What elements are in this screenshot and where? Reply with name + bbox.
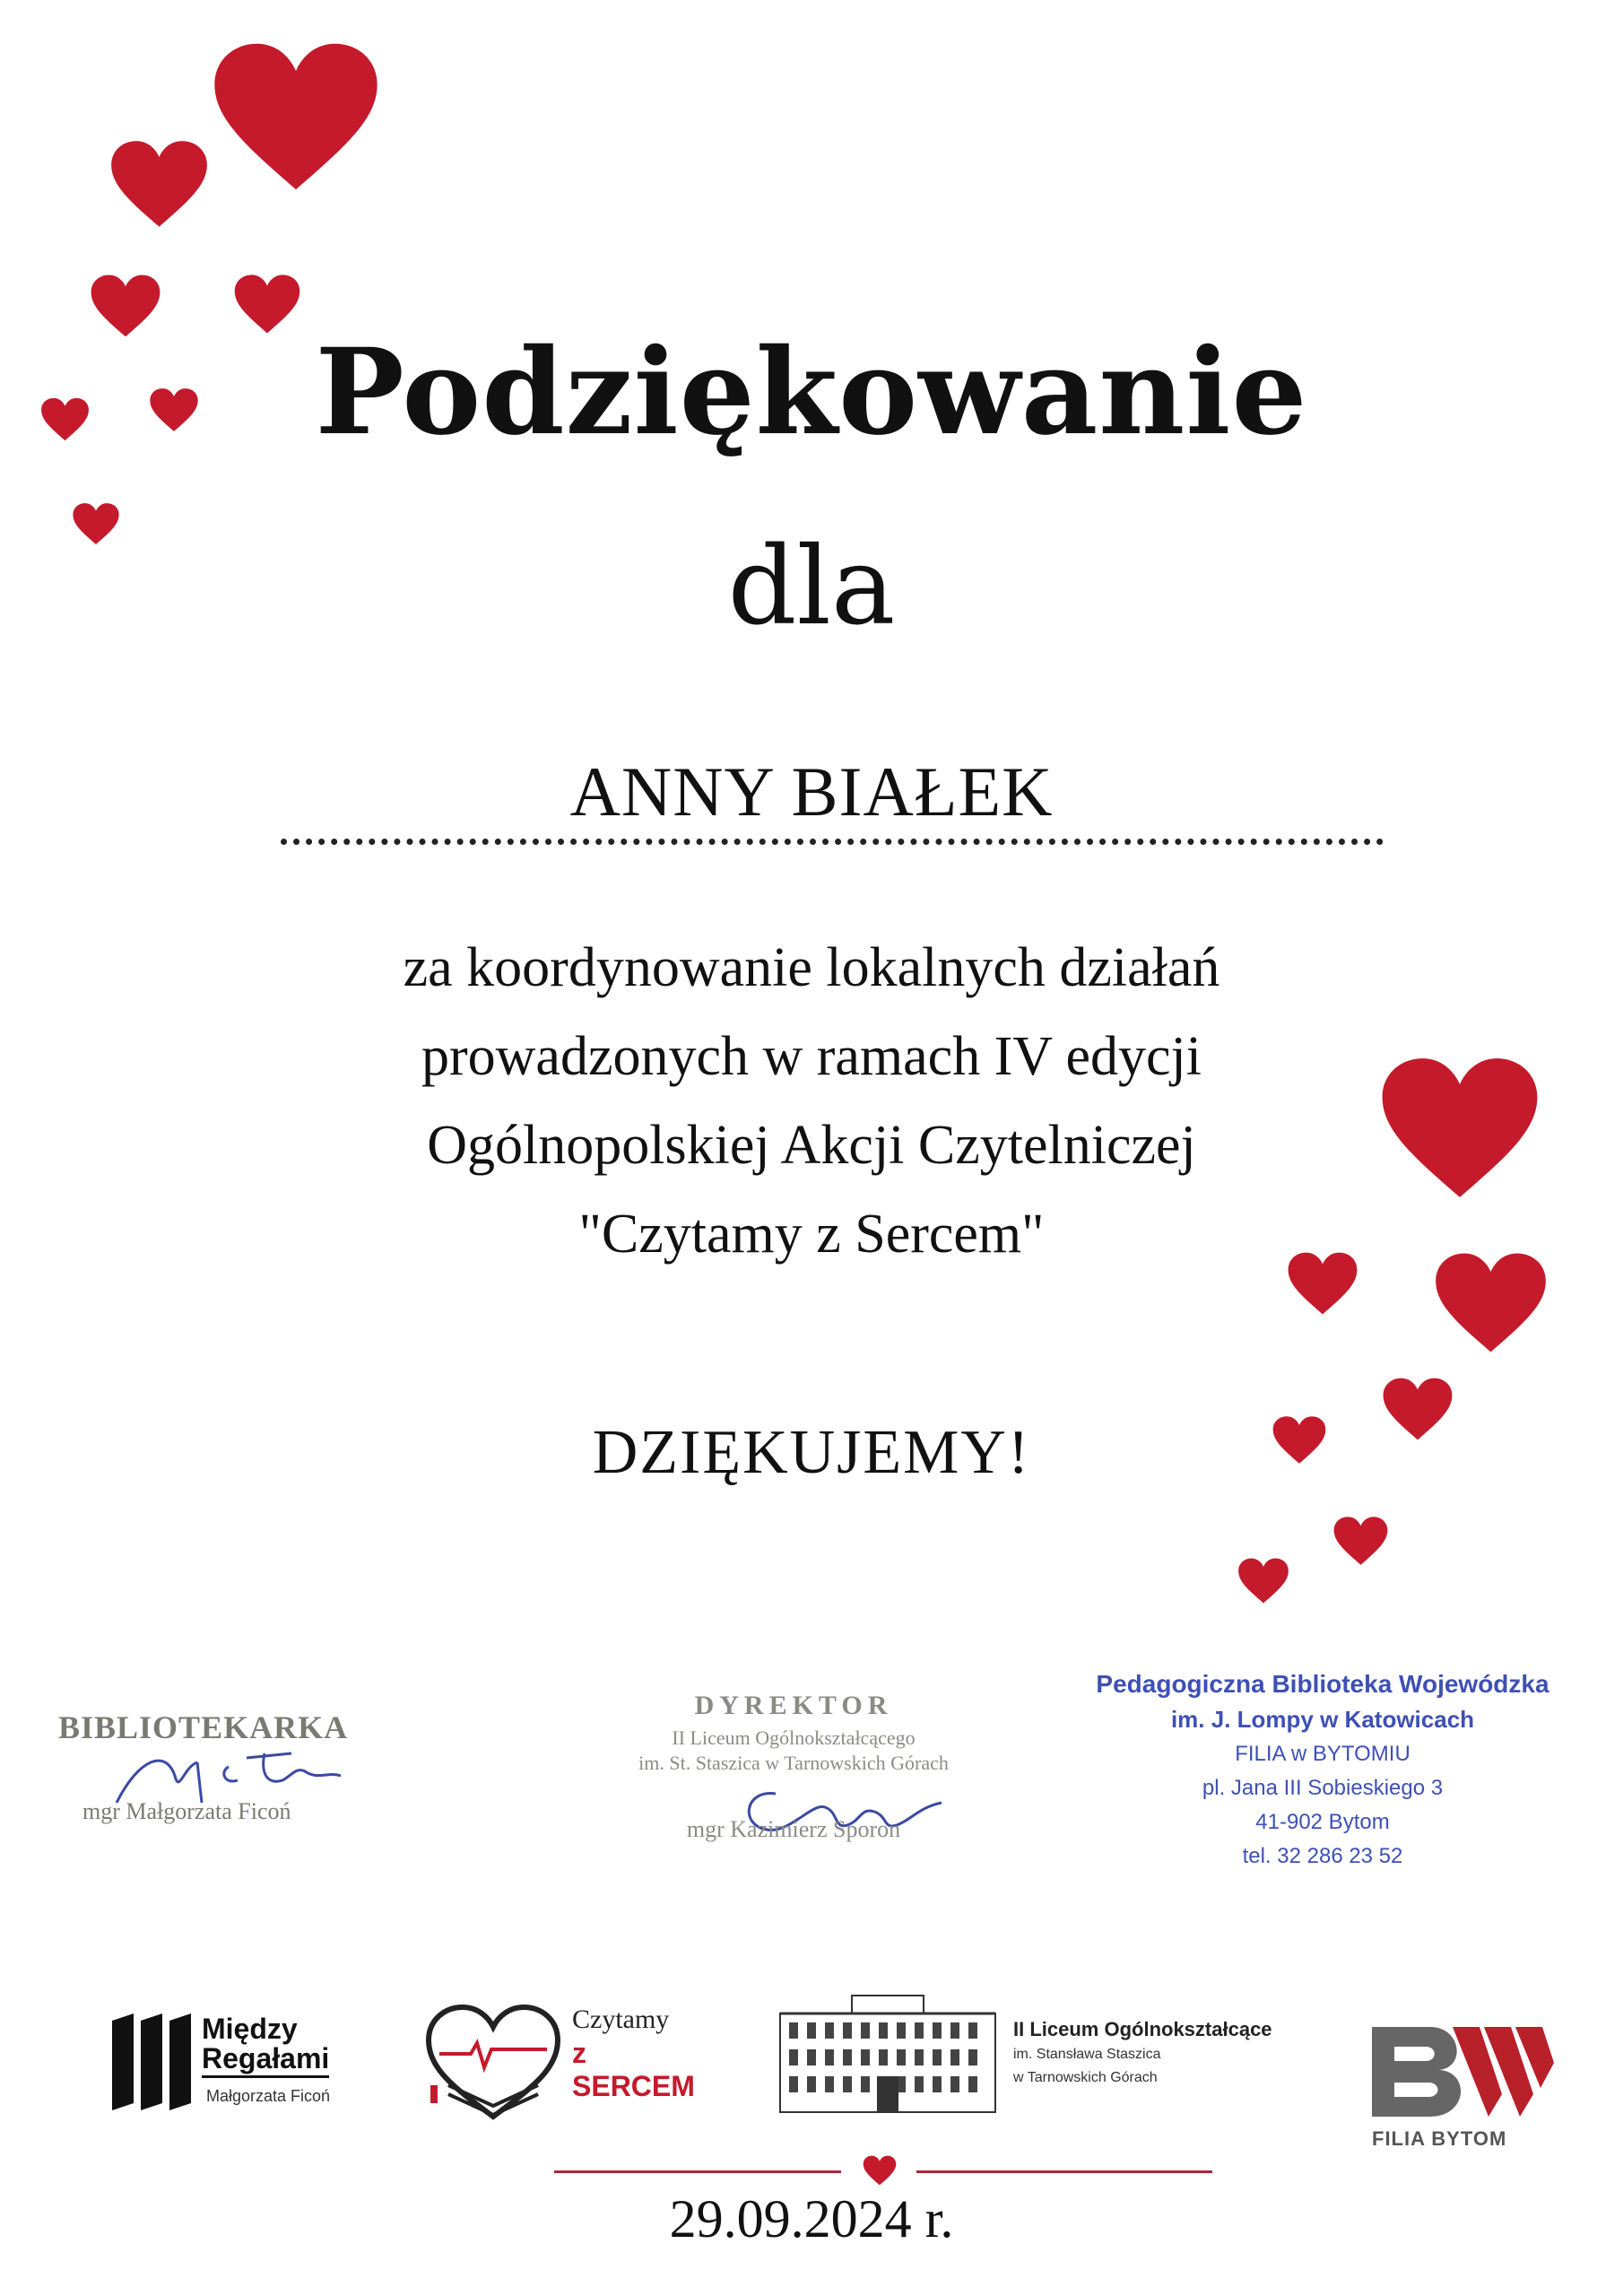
heart-icon [1332,1516,1390,1566]
director-school-line1: II Liceum Ogólnokształcącego [672,1726,916,1749]
director-school-line2: im. St. Staszica w Tarnowskich Górach [638,1752,949,1774]
certificate-date: 29.09.2024 r. [669,2189,954,2248]
library-stamp-line3: FILIA w BYTOMIU [1235,1742,1410,1766]
thanks-text: DZIĘKUJEMY! [592,1418,1031,1487]
miedzy-regalami-logo [112,2013,381,2112]
liceum-logo [776,1991,1314,2117]
miedzy-regalami-line3: Małgorzata Ficoń [206,2087,331,2105]
heart-book-icon [421,2000,565,2126]
footer-divider-right [916,2170,1212,2173]
heart-icon [1237,1556,1289,1605]
librarian-name: mgr Małgorzata Ficoń [82,1798,291,1824]
librarian-role: BIBLIOTEKARKA [58,1709,349,1745]
czytamy-z-sercem-logo [421,1987,708,2130]
heart-icon [863,2154,897,2187]
footer-divider-left [554,2170,841,2173]
for-word: dla [727,525,896,649]
miedzy-regalami-line1: Między [202,2013,298,2045]
body-line: Ogólnopolskiej Akcji Czytelniczej [427,1115,1196,1176]
body-line: prowadzonych w ramach IV edycji [421,1026,1202,1087]
certificate-title: Podziękowanie [315,323,1308,462]
pbw-mark-icon [1367,2018,1556,2121]
heart-icon [108,139,211,229]
director-stamp [592,1682,995,1861]
library-stamp-line5: 41-902 Bytom [1255,1810,1390,1834]
liceum-line1: II Liceum Ogólnokształcące [1013,2018,1272,2040]
library-stamp-line1: Pedagogiczna Biblioteka Wojewódzka [1096,1670,1549,1698]
director-role: DYREKTOR [694,1691,893,1720]
library-stamp [1072,1668,1574,1874]
pbw-logo [1367,2018,1556,2152]
body-line: za koordynowanie lokalnych działań [403,937,1220,998]
librarian-stamp [58,1691,390,1852]
heart-icon [211,40,381,193]
recipient-name: ANNY BIAŁEK [569,752,1054,831]
body-line: "Czytamy z Sercem" [578,1204,1045,1265]
certificate-body [0,924,1623,1279]
school-building-icon [776,1991,1000,2117]
bookshelf-icon [112,2013,195,2110]
library-stamp-line2: im. J. Lompy w Katowicach [1170,1706,1475,1733]
liceum-line2: im. Stansława Staszica [1013,2047,1161,2062]
czytamy-z-sercem-line1: Czytamy [572,2005,670,2034]
czytamy-z-sercem-line2: z SERCEM [572,2037,695,2102]
liceum-line3: w Tarnowskich Górach [1013,2070,1158,2085]
library-stamp-line6: tel. 32 286 23 52 [1242,1844,1403,1868]
miedzy-regalami-line2: Regałami [202,2043,329,2078]
partner-logos [0,1969,1623,2148]
pbw-caption: FILIA BYTOM [1372,2127,1507,2150]
dotted-line [281,839,1384,845]
director-name: mgr Kazimierz Sporon [686,1816,901,1842]
library-stamp-line4: pl. Jana III Sobieskiego 3 [1202,1776,1444,1800]
